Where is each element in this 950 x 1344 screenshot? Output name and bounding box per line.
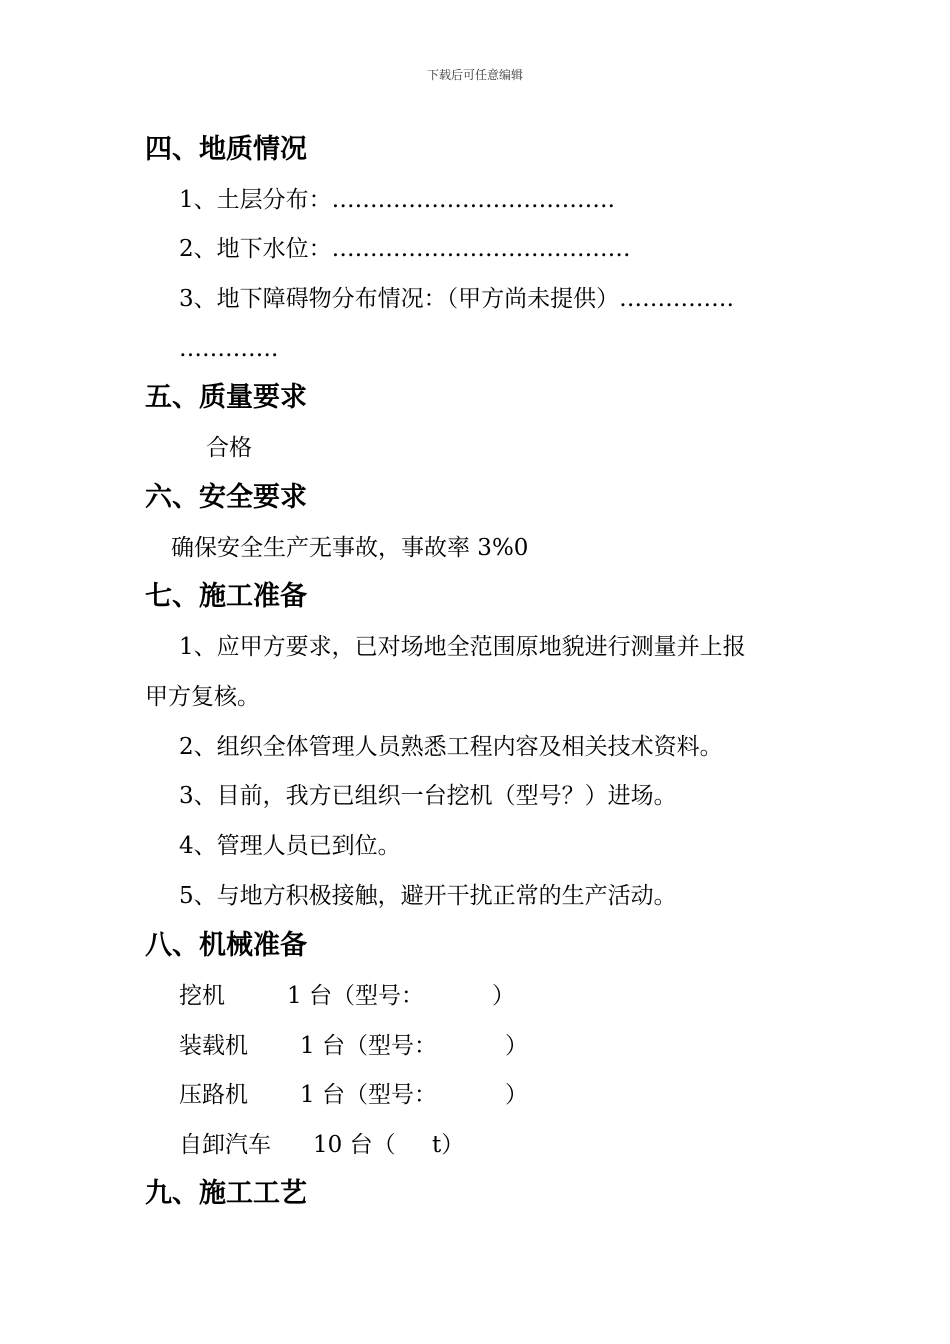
machinery-row-loader-name: 装载机 <box>179 1033 248 1059</box>
geology-item-soil: 1、土层分布：………………………………. <box>179 187 615 213</box>
quality-text: 合格 <box>206 435 252 461</box>
preparation-item-2: 2、组织全体管理人员熟悉工程内容及相关技术资料。 <box>179 734 723 760</box>
machinery-row-loader-close: ） <box>505 1033 528 1059</box>
machinery-row-dumptruck-close: t） <box>432 1132 465 1158</box>
safety-text: 确保安全生产无事故，事故率 3%0 <box>171 535 529 561</box>
header-note: 下载后可任意编辑 <box>426 68 523 82</box>
preparation-item-3: 3、目前，我方已组织一台挖机（型号？）进场。 <box>179 783 677 809</box>
geology-item-water: 2、地下水位：………………………………… <box>179 236 631 262</box>
machinery-row-roller-name: 压路机 <box>179 1082 248 1108</box>
section-heading-process: 九、施工工艺 <box>145 1178 307 1209</box>
preparation-item-5: 5、与地方积极接触，避开干扰正常的生产活动。 <box>179 883 677 909</box>
machinery-row-excavator-name: 挖机 <box>179 983 225 1009</box>
preparation-item-1: 1、应甲方要求，已对场地全范围原地貌进行测量并上报 <box>179 634 746 660</box>
machinery-row-excavator-spec: 1 台（型号： <box>287 983 424 1009</box>
machinery-row-loader-spec: 1 台（型号： <box>300 1033 437 1059</box>
machinery-row-dumptruck-spec: 10 台（ <box>313 1132 396 1158</box>
section-heading-preparation: 七、施工准备 <box>145 581 307 612</box>
preparation-item-4: 4、管理人员已到位。 <box>179 833 401 859</box>
geology-item-obstacles-cont: …………. <box>179 336 279 362</box>
machinery-row-excavator-close: ） <box>492 983 515 1009</box>
section-heading-geology: 四、地质情况 <box>145 134 307 165</box>
machinery-row-dumptruck-name: 自卸汽车 <box>179 1132 271 1158</box>
machinery-row-roller-close: ） <box>505 1082 528 1108</box>
section-heading-quality: 五、质量要求 <box>145 382 307 413</box>
section-heading-machinery: 八、机械准备 <box>145 930 307 961</box>
section-heading-safety: 六、安全要求 <box>145 482 307 513</box>
machinery-row-roller-spec: 1 台（型号： <box>300 1082 437 1108</box>
preparation-item-1-cont: 甲方复核。 <box>145 684 260 710</box>
geology-item-obstacles: 3、地下障碍物分布情况：（甲方尚未提供）…………… <box>179 286 735 312</box>
